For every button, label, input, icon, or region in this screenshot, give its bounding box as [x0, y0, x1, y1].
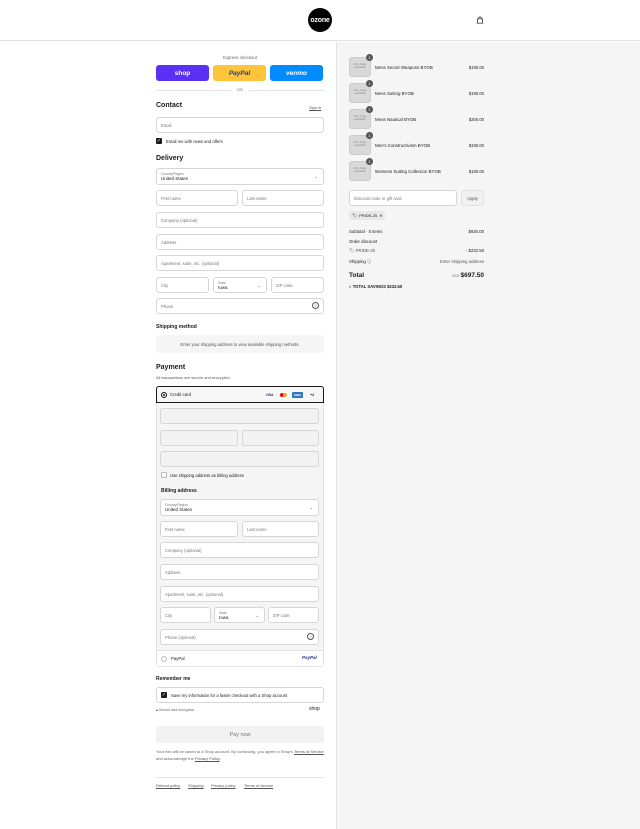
shipping-value: Enter shipping address [440, 259, 484, 264]
disclaimer-end: . [219, 756, 221, 761]
quantity-badge: 1 [366, 132, 373, 139]
country-value: United States [161, 176, 189, 181]
state-select[interactable] [213, 277, 267, 293]
billing-apartment-field[interactable]: Apartment, suite, etc. (optional) [160, 586, 319, 602]
mastercard-icon [278, 392, 289, 398]
tag-icon: 🏷︎ [352, 213, 358, 218]
footer-shipping-link[interactable]: Shipping [188, 783, 204, 788]
shop-disclaimer [156, 748, 324, 762]
product-thumbnail: Sorry, image unavailable [349, 57, 371, 77]
shop-pay-button[interactable]: shop [156, 65, 209, 81]
paypal-logo: PayPal [302, 655, 317, 660]
total-amount [452, 272, 484, 279]
zip-field[interactable]: ZIP code [271, 277, 324, 293]
sign-in-link[interactable]: Sign in [309, 105, 322, 110]
billing-company-field[interactable]: Company (optional) [160, 542, 319, 558]
total-value: $697.50 [460, 272, 484, 279]
first-name-field[interactable]: First name [156, 190, 238, 206]
savings-icon: ◐ [349, 284, 352, 289]
shipping-row [349, 259, 484, 265]
billing-address-field[interactable]: Address [160, 564, 319, 580]
total-savings [349, 284, 402, 289]
country-select[interactable] [156, 168, 324, 185]
help-icon[interactable]: ? [312, 302, 319, 309]
payment-heading: Payment [156, 364, 186, 371]
remove-discount-icon[interactable]: ✕ [379, 213, 383, 218]
info-icon[interactable]: ⓘ [366, 259, 372, 264]
billing-zip-field[interactable]: ZIP code [268, 607, 319, 623]
quantity-badge: 1 [366, 80, 373, 87]
billing-country-value: United States [165, 507, 193, 512]
subtotal-label: Subtotal · 5 items [349, 229, 383, 234]
payment-subtitle: All transactions are secure and encrypted. [156, 375, 231, 380]
remember-me-heading: Remember me [156, 676, 191, 682]
product-thumbnail: Sorry, image unavailable [349, 83, 371, 103]
product-price: $180.00 [468, 169, 484, 174]
discount-tag-label: PRIDE-25 [359, 213, 378, 218]
discount-tag [349, 211, 385, 220]
billing-last-name-field[interactable]: Last name [242, 521, 319, 537]
billing-country-select[interactable] [160, 499, 319, 516]
name-on-card-field[interactable] [160, 451, 319, 467]
delivery-heading: Delivery [156, 155, 184, 162]
billing-city-field[interactable]: City [160, 607, 211, 623]
visa-icon: VISA [265, 393, 274, 397]
store-logo[interactable]: ozone [308, 8, 332, 32]
quantity-badge: 1 [366, 158, 373, 165]
order-discount-row [349, 239, 484, 244]
discount-code-input[interactable]: Discount code or gift card [349, 190, 457, 206]
express-checkout-label: Express checkout [223, 55, 257, 60]
billing-phone-placeholder: Phone (optional) [165, 634, 196, 640]
phone-field[interactable] [156, 298, 324, 314]
contact-heading: Contact [156, 102, 183, 109]
privacy-link[interactable]: Privacy Policy [194, 756, 220, 761]
apply-button[interactable]: Apply [461, 190, 484, 206]
state-value: Iowa [218, 284, 228, 290]
product-name: Mens Nautical BYOB [375, 117, 417, 122]
product-thumbnail: Sorry, image unavailable [349, 109, 371, 129]
credit-card-label: Credit card [170, 392, 192, 397]
city-field[interactable]: City [156, 277, 209, 293]
chevron-down-icon: ⌄ [257, 283, 261, 288]
billing-heading: Billing address [161, 488, 197, 494]
disclaimer-text-2: and acknowledge the [156, 756, 194, 761]
site-header [0, 0, 640, 41]
company-field[interactable]: Company (optional) [156, 212, 324, 228]
billing-state-label: State [219, 610, 227, 615]
footer-refund-link[interactable]: Refund policy [156, 783, 181, 788]
product-price: $200.00 [468, 117, 484, 122]
use-shipping-checkbox[interactable] [161, 472, 167, 478]
quantity-badge: 1 [366, 54, 373, 61]
discount-code [349, 248, 375, 254]
newsletter-checkbox[interactable]: ✓ [156, 138, 162, 144]
product-name: Men's Constructivism BYOB [375, 143, 431, 148]
product-thumbnail: Sorry, image unavailable [349, 135, 371, 155]
terms-link[interactable]: Terms of Service [293, 749, 324, 754]
save-info-label: Save my information for a faster checkout with a Shop account [171, 693, 288, 698]
billing-state-value: Iowa [219, 614, 229, 620]
footer-terms-link[interactable]: Terms of service [244, 783, 274, 788]
savings-label: TOTAL SAVINGS [352, 284, 386, 289]
pay-now-button[interactable]: Pay now [156, 726, 324, 743]
save-info-checkbox[interactable]: ✓ [161, 692, 167, 698]
newsletter-label: Email me with news and offers [166, 139, 223, 144]
billing-country-label: Country/Region [165, 503, 188, 507]
subtotal-value: $930.00 [468, 229, 484, 234]
product-name: Mens Suiting BYOB [375, 91, 414, 96]
credit-card-radio[interactable] [161, 392, 167, 398]
discount-code-label: PRIDE-25 [355, 248, 376, 253]
apartment-field[interactable]: Apartment, suite, etc. (optional) [156, 255, 324, 271]
expiration-field[interactable] [160, 430, 238, 446]
billing-first-name-field[interactable]: First name [160, 521, 238, 537]
venmo-button[interactable]: venmo [270, 65, 323, 81]
product-price: $190.00 [468, 91, 484, 96]
state-label: State [218, 280, 226, 285]
product-price: $190.00 [468, 143, 484, 148]
paypal-option-label: PayPal [171, 656, 185, 661]
chevron-down-icon: ⌄ [314, 174, 318, 179]
address-field[interactable]: Address [156, 234, 324, 250]
total-label: Total [349, 272, 365, 279]
bag-icon[interactable] [476, 16, 484, 24]
help-icon[interactable]: ? [307, 633, 314, 640]
quantity-badge: 1 [366, 106, 373, 113]
footer-divider [156, 777, 324, 778]
product-thumbnail: Sorry, image unavailable [349, 161, 371, 181]
product-price: $190.00 [468, 65, 484, 70]
discount-code-row [349, 248, 484, 254]
last-name-field[interactable]: Last name [242, 190, 324, 206]
shop-logo: shop [309, 706, 320, 712]
or-divider: OR [232, 87, 248, 92]
order-summary-panel [336, 42, 640, 829]
currency-code: USD [451, 274, 460, 278]
order-discount-label: Order discount [349, 239, 378, 244]
savings-value: $232.50 [387, 284, 403, 289]
shipping-notice: Enter your shipping address to view available shipping methods. [156, 335, 324, 353]
product-name: Mens Secret Weapons BYOB [375, 65, 433, 70]
more-cards-badge: +4 [310, 393, 314, 397]
footer-privacy-link[interactable]: Privacy policy [211, 783, 236, 788]
chevron-down-icon: ⌄ [255, 613, 259, 618]
card-number-field[interactable] [160, 408, 319, 424]
chevron-down-icon: ⌄ [309, 505, 313, 510]
total-row [349, 272, 484, 279]
secure-label: Secure and encrypted [158, 708, 195, 712]
billing-phone-field[interactable] [160, 629, 319, 645]
security-code-field[interactable] [242, 430, 319, 446]
shipping-method-heading: Shipping method [156, 324, 197, 330]
use-shipping-label: Use shipping address as billing address [170, 473, 244, 478]
paypal-button[interactable]: PayPal [213, 65, 266, 81]
paypal-radio[interactable] [161, 656, 167, 662]
amex-icon: AMEX [293, 393, 302, 397]
lock-icon: 🔒︎ [156, 708, 158, 712]
discount-value: - $232.50 [465, 248, 484, 253]
email-field[interactable]: Email [156, 117, 324, 133]
tag-icon: 🏷︎ [349, 248, 355, 253]
secure-note [156, 708, 194, 712]
billing-state-select[interactable] [214, 607, 265, 623]
country-label: Country/Region [161, 172, 184, 176]
shipping-label: Shipping [349, 259, 366, 264]
shipping-label-wrap [349, 259, 371, 265]
product-name: Womens Suiting Collection BYOB [375, 169, 441, 174]
disclaimer-text: Your info will be saved to a Shop account. By continuing, you agree to Shop's [156, 749, 293, 754]
phone-placeholder: Phone [161, 303, 174, 309]
subtotal-row [349, 229, 484, 234]
